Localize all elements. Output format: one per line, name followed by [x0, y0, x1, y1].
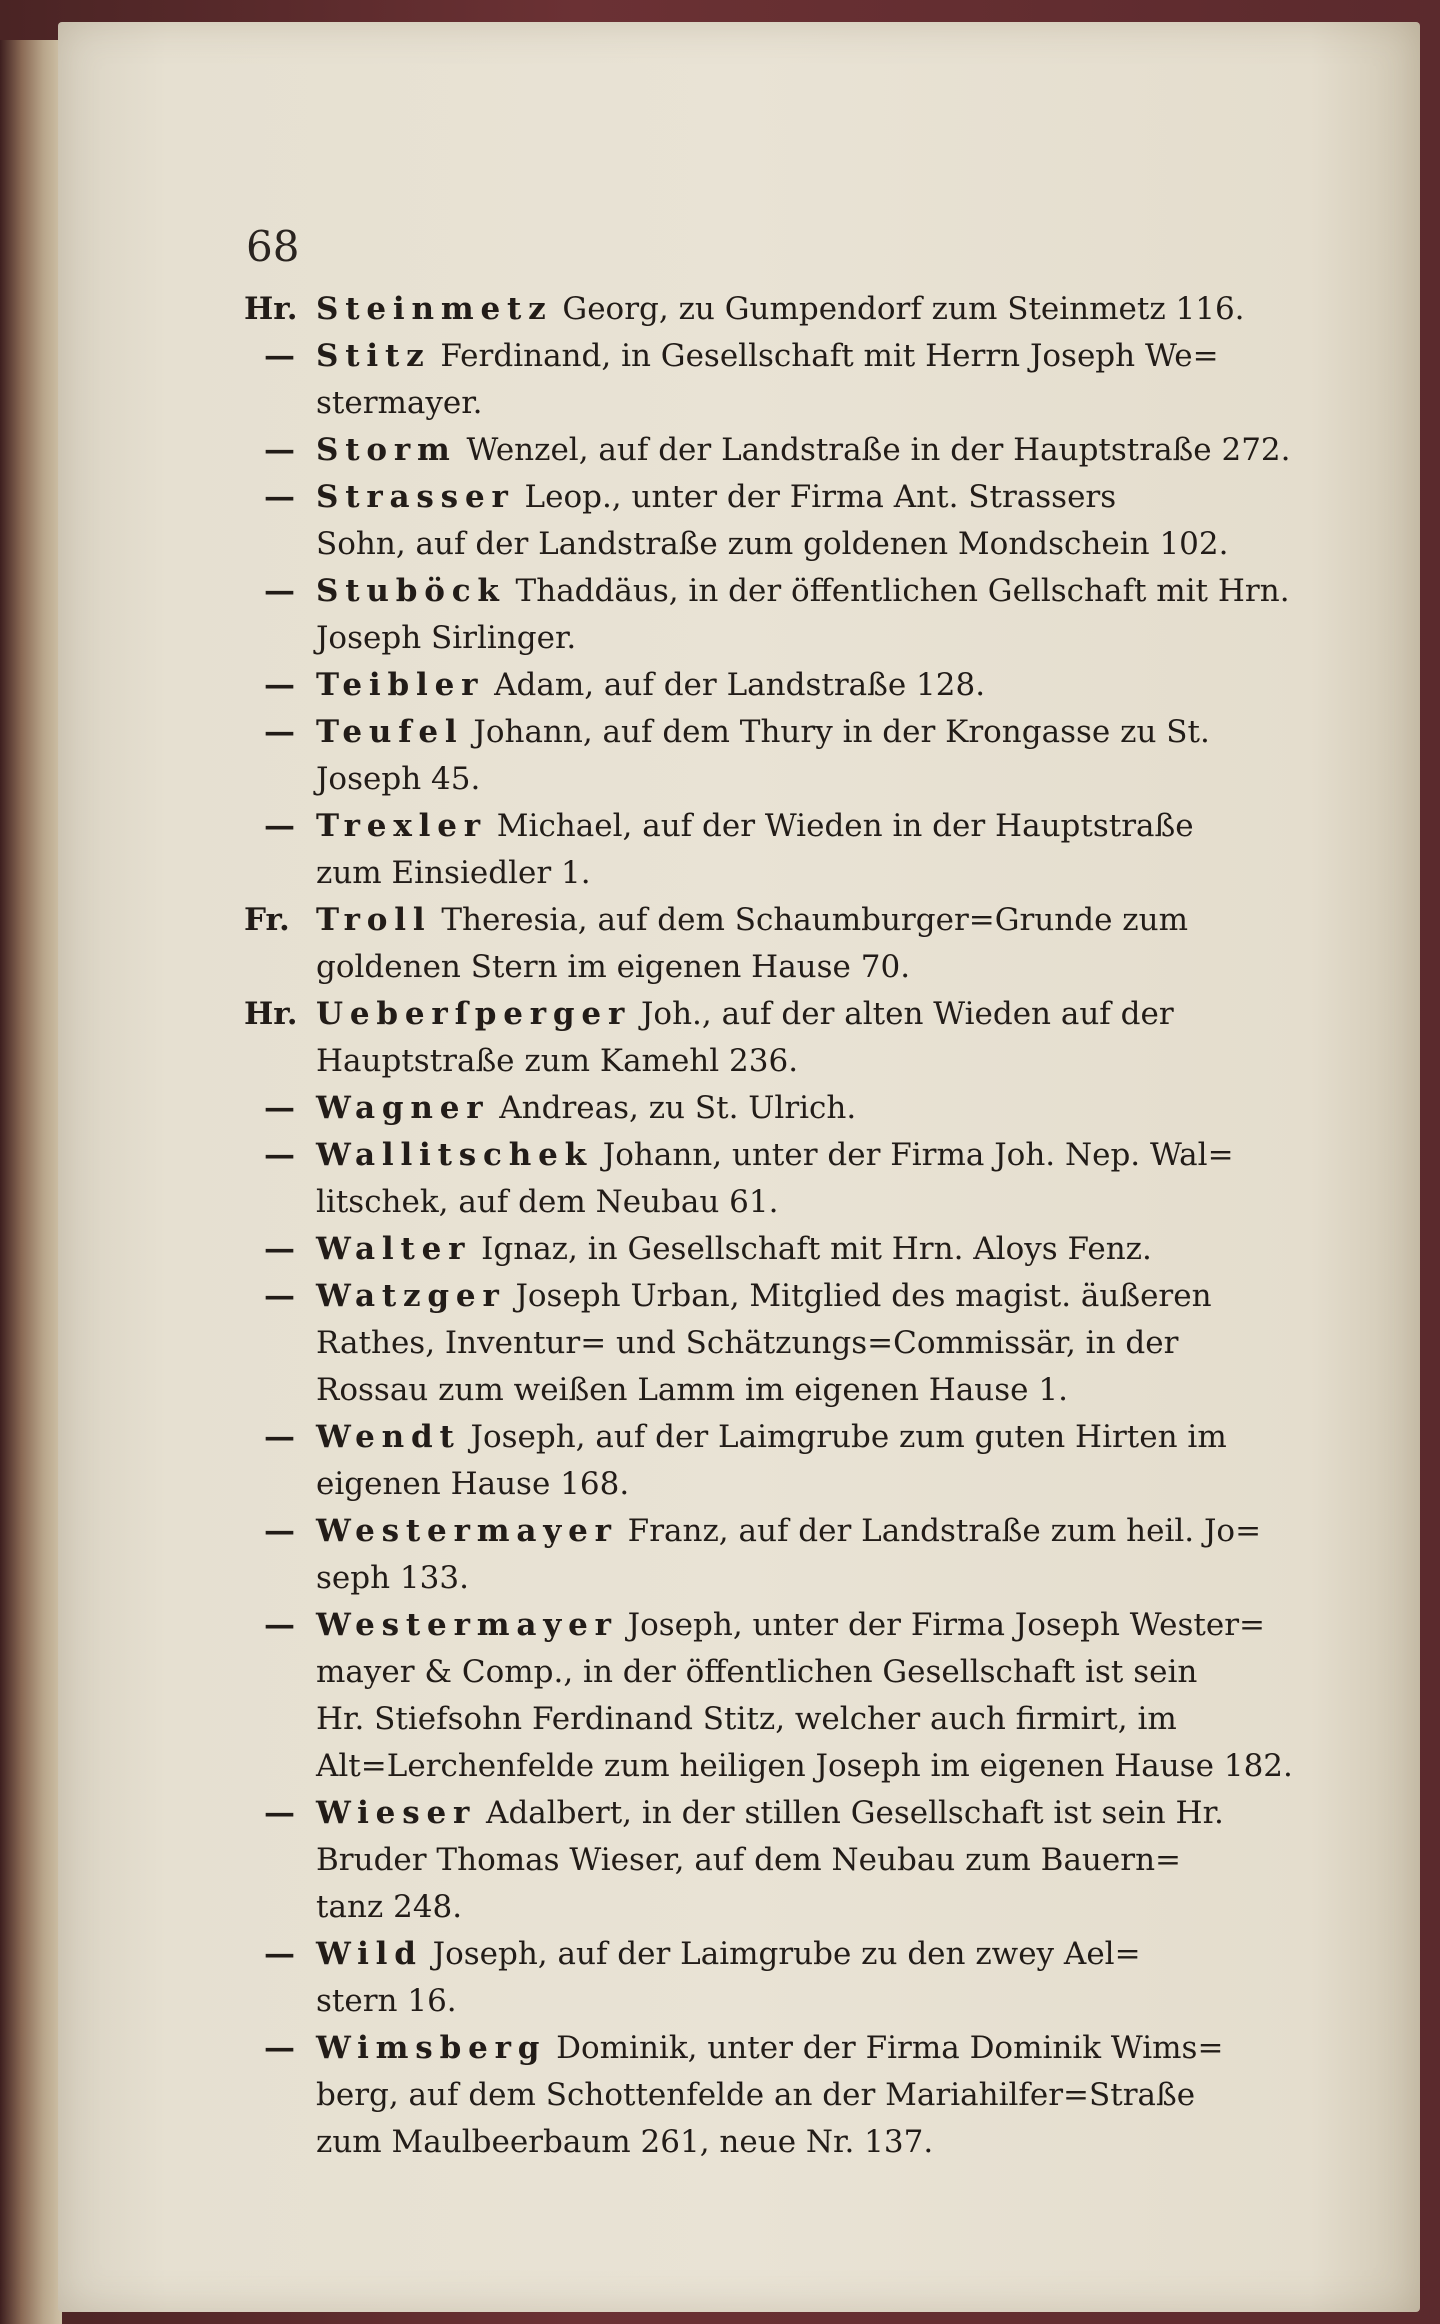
entry-surname: Teibler	[316, 667, 485, 703]
entry-prefix: —	[264, 1278, 295, 1314]
page-edges	[0, 40, 62, 2324]
entry-line: Teufel Johann, auf dem Thury in der Krongasse zu St.	[316, 714, 1210, 750]
entry-line: Wieser Adalbert, in der stillen Gesellschaft ist sein Hr.	[316, 1795, 1224, 1831]
entry-line: Troll Theresia, auf dem Schaumburger=Grunde zum	[316, 902, 1188, 938]
page-number: 68	[246, 222, 300, 271]
directory-entry	[244, 333, 1280, 427]
entry-line: Teibler Adam, auf der Landstraße 128.	[316, 667, 986, 703]
entry-surname: Steinmetz	[316, 291, 553, 327]
entry-surname: Stuböck	[316, 573, 506, 609]
entry-prefix: —	[264, 1607, 295, 1643]
directory-entry	[244, 286, 1280, 333]
entry-surname: Watzger	[316, 1278, 506, 1314]
entry-prefix: —	[264, 1513, 295, 1549]
entry-line: Trexler Michael, auf der Wieden in der Hauptstraße	[316, 808, 1194, 844]
entry-surname: Westermayer	[316, 1607, 618, 1643]
entry-line: berg, auf dem Schottenfelde an der Mariahilfer=Straße	[316, 2077, 1196, 2113]
entry-prefix: —	[264, 1419, 295, 1455]
entry-line: zum Maulbeerbaum 261, neue Nr. 137.	[316, 2124, 934, 2160]
entry-surname: Teufel	[316, 714, 464, 750]
entry-surname: Ueberſperger	[316, 996, 632, 1032]
directory-entry	[244, 1226, 1280, 1273]
entry-prefix: —	[264, 479, 295, 515]
entry-line: Joseph 45.	[316, 761, 481, 797]
entry-prefix: Fr.	[244, 902, 290, 938]
entry-prefix: —	[264, 2030, 295, 2066]
entry-line: Wallitschek Johann, unter der Firma Joh. Nep. Wal=	[316, 1137, 1234, 1173]
entry-line: Wimsberg Dominik, unter der Firma Dominik Wims=	[316, 2030, 1224, 2066]
entry-prefix: —	[264, 432, 295, 468]
entry-prefix: —	[264, 714, 295, 750]
entry-line: Steinmetz Georg, zu Gumpendorf zum Steinmetz 116.	[316, 291, 1245, 327]
entry-line: Stitz Ferdinand, in Gesellschaft mit Herrn Joseph We=	[316, 338, 1219, 374]
entry-surname: Wimsberg	[316, 2030, 547, 2066]
entry-line: Watzger Joseph Urban, Mitglied des magist. äußeren	[316, 1278, 1212, 1314]
entry-line: tanz 248.	[316, 1889, 463, 1925]
entry-line: Bruder Thomas Wieser, auf dem Neubau zum Bauern=	[316, 1842, 1182, 1878]
entry-surname: Wallitschek	[316, 1137, 593, 1173]
entry-line: Rossau zum weißen Lamm im eigenen Hause 1.	[316, 1372, 1068, 1408]
entry-surname: Walter	[316, 1231, 472, 1267]
entry-line: Westermayer Franz, auf der Landstraße zum heil. Jo=	[316, 1513, 1262, 1549]
directory-entry	[244, 1132, 1280, 1226]
directory-entry	[244, 1085, 1280, 1132]
directory-entry	[244, 1931, 1280, 2025]
entry-line: eigenen Hause 168.	[316, 1466, 630, 1502]
entry-prefix: Hr.	[244, 291, 298, 327]
entry-prefix: —	[264, 573, 295, 609]
entry-line: Storm Wenzel, auf der Landstraße in der Hauptstraße 272.	[316, 432, 1291, 468]
entry-line: goldenen Stern im eigenen Hause 70.	[316, 949, 911, 985]
entry-prefix: —	[264, 1231, 295, 1267]
directory-entry	[244, 2025, 1280, 2166]
entry-line: stermayer.	[316, 385, 483, 421]
entry-line: Wendt Joseph, auf der Laimgrube zum guten Hirten im	[316, 1419, 1227, 1455]
entry-surname: Troll	[316, 902, 432, 938]
directory-entry	[244, 1273, 1280, 1414]
directory-entry	[244, 1790, 1280, 1931]
entry-prefix: —	[264, 1137, 295, 1173]
directory-entry	[244, 709, 1280, 803]
directory-entry	[244, 991, 1280, 1085]
entry-line: Strasser Leop., unter der Firma Ant. Strassers	[316, 479, 1117, 515]
entry-line: Wild Joseph, auf der Laimgrube zu den zwey Ael=	[316, 1936, 1141, 1972]
entry-surname: Westermayer	[316, 1513, 618, 1549]
entry-line: mayer & Comp., in der öffentlichen Gesellschaft ist sein	[316, 1654, 1198, 1690]
directory-entry	[244, 1602, 1293, 1790]
entry-surname: Wendt	[316, 1419, 461, 1455]
directory-entry	[244, 1508, 1280, 1602]
entry-surname: Storm	[316, 432, 457, 468]
directory-entry	[244, 897, 1280, 991]
entry-line: Joseph Sirlinger.	[316, 620, 577, 656]
entry-line: Westermayer Joseph, unter der Firma Joseph Wester=	[316, 1607, 1265, 1643]
directory-entry	[244, 568, 1290, 662]
entry-prefix: —	[264, 338, 295, 374]
directory-entry	[244, 803, 1280, 897]
directory-entry	[244, 662, 1280, 709]
entry-line: Hr. Stiefsohn Ferdinand Stitz, welcher auch firmirt, im	[316, 1701, 1177, 1737]
entry-line: Hauptstraße zum Kamehl 236.	[316, 1043, 799, 1079]
entry-line: seph 133.	[316, 1560, 469, 1596]
directory-entry	[244, 474, 1280, 568]
entry-prefix: —	[264, 1936, 295, 1972]
entry-line: Walter Ignaz, in Gesellschaft mit Hrn. Aloys Fenz.	[316, 1231, 1152, 1267]
entry-line: litschek, auf dem Neubau 61.	[316, 1184, 779, 1220]
entry-line: zum Einsiedler 1.	[316, 855, 591, 891]
entry-prefix: —	[264, 667, 295, 703]
entry-line: Rathes, Inventur= und Schätzungs=Commissär, in der	[316, 1325, 1179, 1361]
entry-line: Wagner Andreas, zu St. Ulrich.	[316, 1090, 857, 1126]
entry-surname: Trexler	[316, 808, 487, 844]
entry-prefix: —	[264, 1090, 295, 1126]
entry-surname: Wagner	[316, 1090, 490, 1126]
entry-surname: Wieser	[316, 1795, 477, 1831]
entry-prefix: Hr.	[244, 996, 298, 1032]
entry-line: Ueberſperger Joh., auf der alten Wieden auf der	[316, 996, 1174, 1032]
entry-line: Sohn, auf der Landstraße zum goldenen Mondschein 102.	[316, 526, 1229, 562]
directory-entries	[244, 286, 1293, 2166]
entry-line: stern 16.	[316, 1983, 457, 2019]
entry-surname: Stitz	[316, 338, 431, 374]
entry-prefix: —	[264, 808, 295, 844]
entry-line: Stuböck Thaddäus, in der öffentlichen Gellschaft mit Hrn.	[316, 573, 1290, 609]
entry-prefix: —	[264, 1795, 295, 1831]
entry-surname: Strasser	[316, 479, 515, 515]
entry-line: Alt=Lerchenfelde zum heiligen Joseph im eigenen Hause 182.	[316, 1748, 1293, 1784]
directory-entry	[244, 427, 1291, 474]
entry-surname: Wild	[316, 1936, 423, 1972]
directory-entry	[244, 1414, 1280, 1508]
